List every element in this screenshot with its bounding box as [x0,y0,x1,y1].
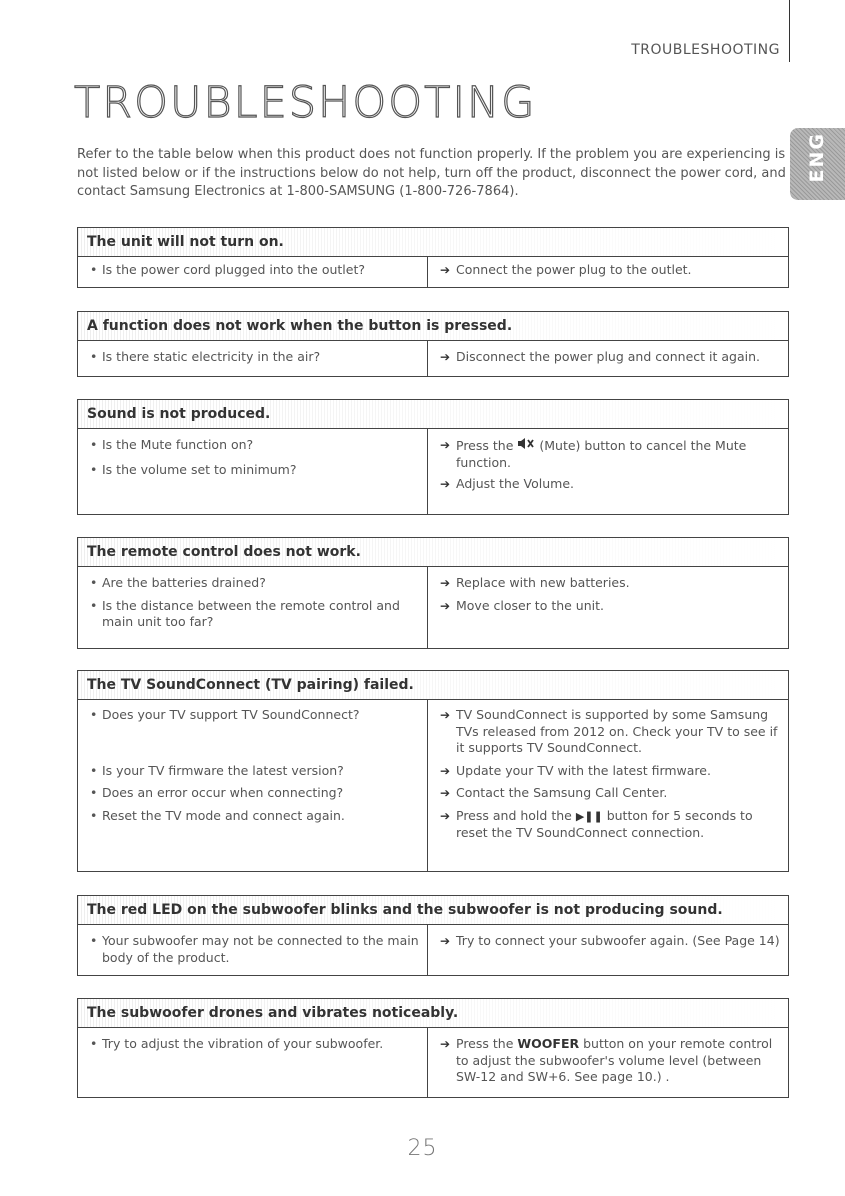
arrow-icon: ➔ [440,708,451,722]
answer-item: ➔ Disconnect the power plug and connect it again. [440,349,761,364]
answer-column [428,1028,788,1098]
arrow-icon: ➔ [440,263,451,277]
question-item: • Does your TV support TV SoundConnect? [90,707,419,724]
header-section-label: TROUBLESHOOTING [631,42,780,58]
section-unit-not-on [77,227,789,288]
question-item: • Reset the TV mode and connect again. [90,808,419,825]
page-number: 25 [407,1136,438,1161]
question-item: • Your subwoofer may not be connected to the main body of the product. [90,933,419,966]
question-item: • Is the Mute function on? [90,437,419,454]
question-item: • Try to adjust the vibration of your subwoofer. [90,1036,419,1053]
section-function-not-work [77,311,789,377]
answer-item: ➔ Connect the power plug to the outlet. [440,262,692,277]
arrow-icon: ➔ [440,934,451,948]
question-column [78,1028,428,1098]
section-remote-not-work [77,537,789,649]
answer-column [428,341,788,377]
question-item: • Are the batteries drained? [90,575,419,592]
arrow-icon: ➔ [440,576,451,590]
header-rule [789,0,790,62]
answer-column [428,257,788,288]
intro-paragraph: Refer to the table below when this product does not function properly. If the problem you are experiencing is not listed below or if the instructions below do not help, turn off the product, disconnect the power cord, and contact Samsung Electronics at 1-800-SAMSUNG (1-800-726-7864). [77,147,786,199]
page-title: TROUBLESHOOTING [74,78,537,128]
play-pause-icon: ▶❚❚ [575,809,603,823]
question-item: • Is the volume set to minimum? [90,462,419,479]
question-column [78,567,428,649]
question-item: • Is your TV firmware the latest version? [90,763,419,780]
answer-item: ➔ Replace with new batteries. [440,575,630,590]
answer-item: ➔ Contact the Samsung Call Center. [440,785,668,800]
answer-item: ➔ Press and hold the ▶❚❚ button for 5 seconds to reset the TV SoundConnect connection. [440,807,753,840]
section-no-sound [77,399,789,515]
answer-column [428,925,788,976]
question-column [78,700,428,872]
question-item: • Is the distance between the remote control and main unit too far? [90,598,419,631]
arrow-icon: ➔ [440,598,451,613]
answer-item: ➔ TV SoundConnect is supported by some Samsung TVs released from 2012 on. Check your TV to see if it supports TV SoundConnect. [440,707,778,755]
section-title: The subwoofer drones and vibrates noticeably. [78,999,788,1028]
question-column [78,257,428,288]
answer-column [428,567,788,649]
question-item: • Is there static electricity in the air? [90,349,419,366]
section-soundconnect-failed [77,670,789,872]
mute-icon [517,437,535,455]
arrow-icon: ➔ [440,477,451,491]
woofer-button-name: WOOFER [517,1036,580,1051]
answer-column [428,429,788,515]
arrow-icon: ➔ [440,438,451,452]
arrow-icon: ➔ [440,808,451,823]
answer-item: ➔ Move closer to the unit. [440,597,605,613]
section-title: A function does not work when the button is pressed. [78,312,788,341]
arrow-icon: ➔ [440,786,451,800]
section-subwoofer-led [77,895,789,976]
question-item: • Is the power cord plugged into the outlet? [90,262,419,279]
question-column [78,925,428,976]
arrow-icon: ➔ [440,350,451,364]
answer-column [428,700,788,872]
language-tab [790,128,845,200]
answer-item: ➔ Try to connect your subwoofer again. (See Page 14) [440,933,780,948]
arrow-icon: ➔ [440,763,451,778]
section-title: The red LED on the subwoofer blinks and the subwoofer is not producing sound. [78,896,788,925]
answer-item: ➔ Adjust the Volume. [440,476,574,491]
section-title: The unit will not turn on. [78,228,788,257]
question-item: • Does an error occur when connecting? [90,785,419,802]
answer-item: ➔ Press the WOOFER button on your remote control to adjust the subwoofer's volume level (between SW-12 and SW+6. See page 10.) . [440,1036,773,1084]
section-title: The TV SoundConnect (TV pairing) failed. [78,671,788,700]
answer-item: ➔ Update your TV with the latest firmware. [440,762,711,778]
section-title: Sound is not produced. [78,400,788,429]
section-subwoofer-drones [77,998,789,1098]
language-tab-label: ENG [806,132,828,183]
section-title: The remote control does not work. [78,538,788,567]
question-column [78,429,428,515]
answer-item: ➔ Press the (Mute) button to cancel the Mute function. [440,438,747,470]
question-column [78,341,428,377]
arrow-icon: ➔ [440,1037,451,1051]
